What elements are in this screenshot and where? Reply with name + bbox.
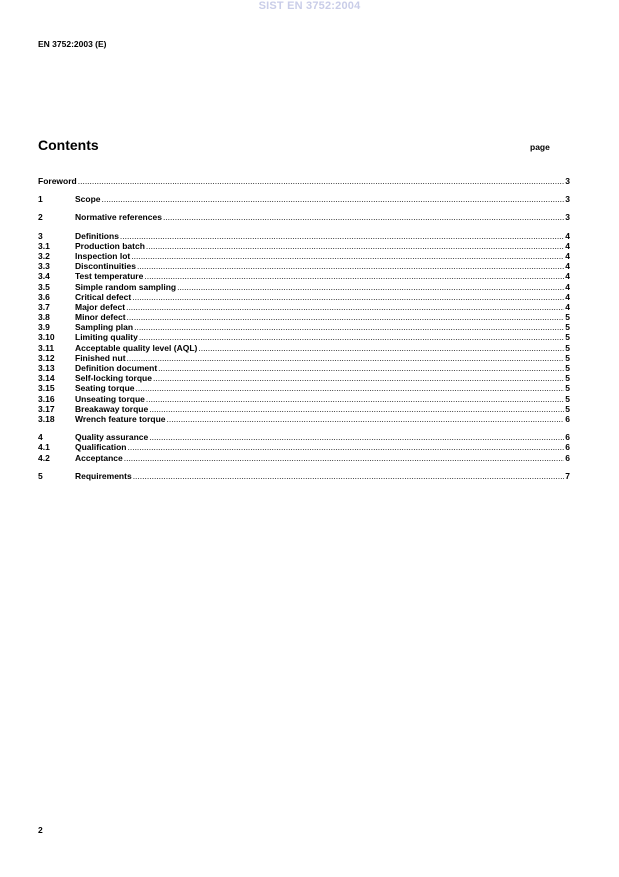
toc-leader-dots	[127, 442, 564, 452]
toc-entry-title: Minor defect	[75, 312, 126, 323]
toc-entry-title: Major defect	[75, 301, 126, 312]
toc-entry-page: 4	[565, 271, 570, 282]
toc-entry-page: 5	[565, 373, 570, 384]
toc-entry-title: Breakaway torque	[75, 403, 149, 414]
toc-entry-title: Limiting quality	[75, 332, 138, 343]
toc-entry[interactable]	[38, 271, 570, 281]
toc-entry[interactable]	[38, 353, 570, 363]
toc-entry-number: 3.16	[38, 393, 55, 404]
toc-leader-dots	[132, 292, 564, 302]
toc-entry[interactable]	[38, 394, 570, 404]
toc-entry-page: 4	[565, 240, 570, 251]
toc-entry-page: 4	[565, 281, 570, 292]
toc-entry[interactable]	[38, 432, 570, 442]
toc-entry-page: 4	[565, 250, 570, 261]
toc-entry[interactable]	[38, 312, 570, 322]
toc-entry-number: 2	[38, 212, 43, 223]
toc-entry-number: 4	[38, 432, 43, 443]
toc-entry-page: 5	[565, 363, 570, 373]
toc-leader-dots	[131, 251, 564, 261]
toc-entry-page: 5	[565, 322, 570, 333]
toc-entry[interactable]	[38, 332, 570, 342]
watermark-text: SIST EN 3752:2004	[258, 0, 361, 12]
toc-entry[interactable]	[38, 404, 570, 414]
toc-entry-title: Seating torque	[75, 383, 135, 394]
toc-entry-page: 5	[565, 403, 570, 414]
toc-entry-title: Production batch	[75, 240, 145, 251]
toc-entry-page: 3	[565, 176, 570, 186]
toc-entry-page: 7	[565, 470, 570, 481]
toc-leader-dots	[144, 271, 564, 281]
toc-entry-number: 3.15	[38, 383, 55, 394]
toc-entry-number: 3.17	[38, 403, 55, 414]
toc-entry[interactable]	[38, 453, 570, 463]
toc-entry-page: 6	[565, 413, 570, 424]
toc-entry[interactable]	[38, 414, 570, 424]
toc-entry-number: 3.8	[38, 312, 50, 323]
toc-entry[interactable]	[38, 383, 570, 393]
toc-entry[interactable]	[38, 282, 570, 292]
page-number: 2	[38, 825, 43, 835]
toc-entry-page: 5	[565, 393, 570, 404]
toc-entry[interactable]	[38, 212, 570, 222]
toc-entry-page: 5	[565, 342, 570, 353]
toc-entry-foreword[interactable]	[38, 176, 570, 186]
toc-entry-page: 6	[565, 442, 570, 453]
toc-entry-title: Wrench feature torque	[75, 413, 166, 424]
document-id: EN 3752:2003 (E)	[38, 39, 107, 49]
toc-entry-title: Acceptable quality level (AQL)	[75, 342, 198, 353]
toc-entry-number: 3.3	[38, 261, 50, 272]
toc-entry-page: 5	[565, 312, 570, 323]
toc-entry-page: 5	[565, 352, 570, 363]
toc-entry-number: 4.1	[38, 442, 50, 453]
toc-leader-dots	[126, 302, 564, 312]
toc-leader-dots	[133, 471, 565, 481]
toc-entry-number: 3.14	[38, 373, 55, 384]
toc-entry-title: Inspection lot	[75, 250, 131, 261]
toc-entry-number: 3.5	[38, 281, 50, 292]
toc-entry[interactable]	[38, 194, 570, 204]
toc-entry-title: Critical defect	[75, 291, 132, 302]
toc-entry-page: 4	[565, 301, 570, 312]
toc-leader-dots	[120, 231, 564, 241]
toc-entry-title: Sampling plan	[75, 322, 134, 333]
toc-entry-page: 3	[565, 212, 570, 223]
toc-leader-dots	[149, 404, 564, 414]
toc-leader-dots	[153, 373, 564, 383]
toc-leader-dots	[124, 453, 565, 463]
toc-entry-number: 4.2	[38, 452, 50, 463]
toc-entry[interactable]	[38, 302, 570, 312]
toc-leader-dots	[163, 212, 564, 222]
toc-leader-dots	[102, 194, 565, 204]
toc-leader-dots	[134, 322, 564, 332]
toc-entry-number: 3.6	[38, 291, 50, 302]
toc-entry-number: 5	[38, 470, 43, 481]
toc-entry-number: 1	[38, 194, 43, 205]
toc-entry-number: 3.2	[38, 250, 50, 261]
toc-entry-page: 4	[565, 230, 570, 241]
toc-entry-page: 5	[565, 383, 570, 394]
toc-entry-number: 3.10	[38, 332, 55, 343]
table-of-contents	[38, 176, 570, 481]
toc-entry[interactable]	[38, 363, 570, 373]
toc-entry-title: Definitions	[75, 230, 119, 241]
toc-leader-dots	[78, 176, 565, 186]
toc-entry-title: Scope	[75, 194, 101, 205]
toc-entry[interactable]	[38, 231, 570, 241]
toc-entry-number: 3.13	[38, 363, 55, 373]
toc-entry[interactable]	[38, 251, 570, 261]
toc-entry-number: 3.1	[38, 240, 50, 251]
toc-entry-title: Definition document	[75, 363, 158, 373]
toc-entry-page: 5	[565, 332, 570, 343]
toc-leader-dots	[136, 383, 565, 393]
toc-entry[interactable]	[38, 343, 570, 353]
toc-entry-title: Simple random sampling	[75, 281, 177, 292]
toc-leader-dots	[146, 394, 564, 404]
toc-entry[interactable]	[38, 373, 570, 383]
toc-entry[interactable]	[38, 322, 570, 332]
toc-entry[interactable]	[38, 261, 570, 271]
toc-entry-number: 3.18	[38, 413, 55, 424]
toc-entry-title: Unseating torque	[75, 393, 145, 404]
toc-leader-dots	[139, 332, 564, 342]
toc-entry-page: 6	[565, 432, 570, 443]
toc-entry-page: 4	[565, 261, 570, 272]
toc-entry-title: Discontinuities	[75, 261, 136, 272]
toc-entry-number: 3	[38, 230, 43, 241]
toc-leader-dots	[167, 414, 565, 424]
page-column-header: page	[530, 142, 550, 152]
toc-leader-dots	[127, 353, 565, 363]
toc-leader-dots	[198, 343, 564, 353]
toc-leader-dots	[146, 241, 564, 251]
toc-entry[interactable]	[38, 292, 570, 302]
toc-entry-title: Requirements	[75, 470, 132, 481]
toc-entry-title: Self-locking torque	[75, 373, 152, 384]
toc-entry-title: Test temperature	[75, 271, 144, 282]
toc-entry-title: Normative references	[75, 212, 162, 223]
toc-entry-number: 3.11	[38, 342, 55, 353]
toc-leader-dots	[137, 261, 564, 271]
toc-entry-label: Foreword	[38, 176, 77, 186]
toc-leader-dots	[177, 282, 564, 292]
toc-entry-page: 4	[565, 291, 570, 302]
toc-entry-number: 3.9	[38, 322, 50, 333]
toc-entry-page: 3	[565, 194, 570, 205]
toc-entry-title: Acceptance	[75, 452, 123, 463]
toc-entry-title: Finished nut	[75, 352, 126, 363]
toc-entry-title: Qualification	[75, 442, 127, 453]
page-title: Contents	[38, 137, 99, 153]
toc-entry-number: 3.12	[38, 352, 55, 363]
toc-leader-dots	[127, 312, 565, 322]
toc-entry[interactable]	[38, 442, 570, 452]
toc-entry-title: Quality assurance	[75, 432, 149, 443]
toc-leader-dots	[158, 363, 564, 373]
toc-entry[interactable]	[38, 241, 570, 251]
toc-entry-number: 3.4	[38, 271, 50, 282]
toc-entry-page: 6	[565, 452, 570, 463]
toc-entry-number: 3.7	[38, 301, 50, 312]
toc-entry[interactable]	[38, 471, 570, 481]
toc-leader-dots	[149, 432, 564, 442]
